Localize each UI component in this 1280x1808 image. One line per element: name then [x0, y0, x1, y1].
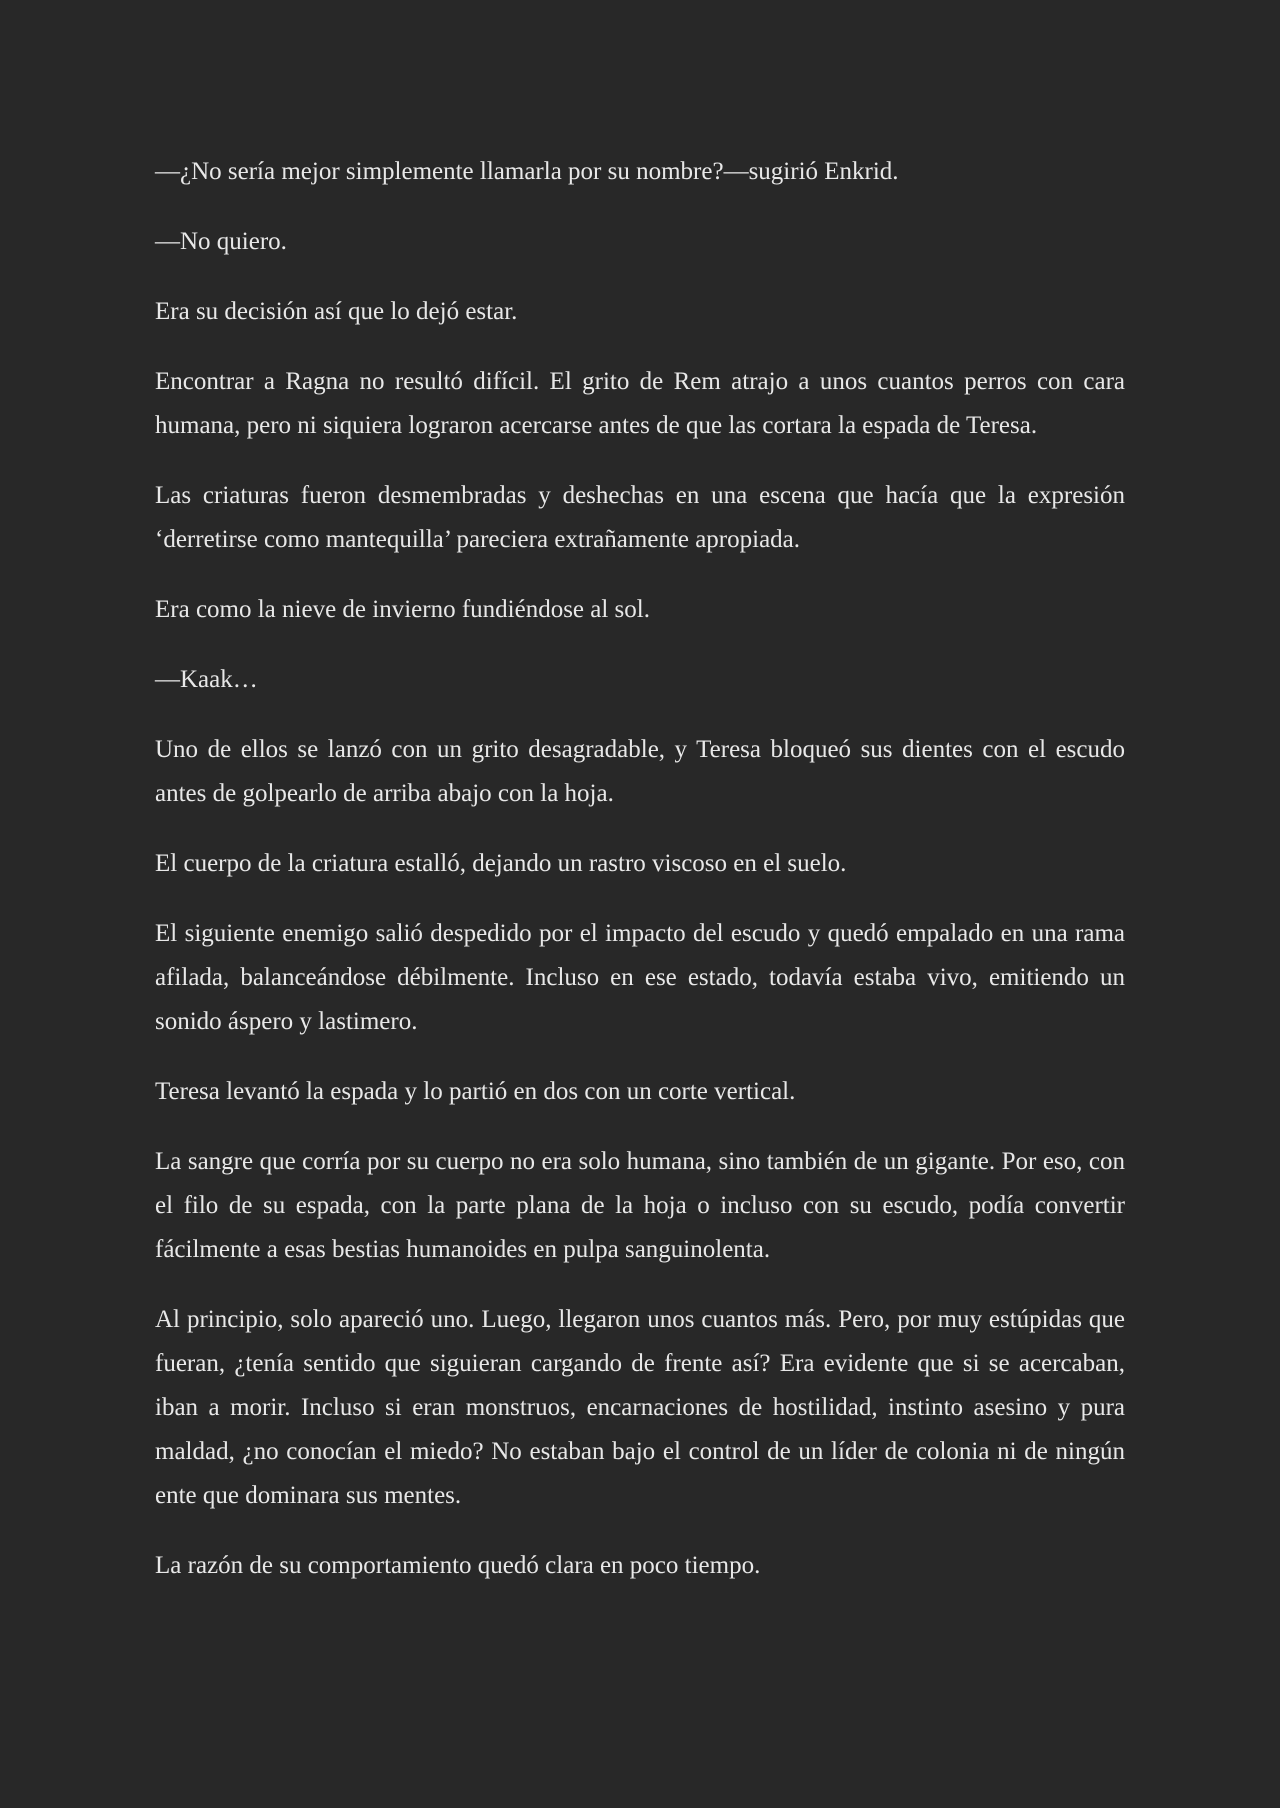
- paragraph-11: Teresa levantó la espada y lo partió en dos con un corte vertical.: [155, 1078, 796, 1105]
- paragraph-6: Era como la nieve de invierno fundiéndose al sol.: [155, 596, 650, 623]
- paragraph-14: La razón de su comportamiento quedó clara en poco tiempo.: [155, 1552, 761, 1579]
- paragraph-12: La sangre que corría por su cuerpo no era solo humana, sino también de un gigante. Por eso, con el filo de su espada, con la parte plana de la hoja o incluso con su escudo, podía convertir fácilmente a esas bestias humanoides en pulpa sanguinolenta.: [155, 1148, 1125, 1263]
- paragraph-2: —No quiero.: [155, 228, 287, 255]
- paragraph-10: El siguiente enemigo salió despedido por el impacto del escudo y quedó empalado en una rama afilada, balanceándose débilmente. Incluso en ese estado, todavía estaba vivo, emitiendo un sonido áspero y lastimero.: [155, 920, 1125, 1035]
- paragraph-1: —¿No sería mejor simplemente llamarla por su nombre?—sugirió Enkrid.: [155, 158, 899, 185]
- paragraph-9: El cuerpo de la criatura estalló, dejando un rastro viscoso en el suelo.: [155, 850, 847, 877]
- paragraph-4: Encontrar a Ragna no resultó difícil. El grito de Rem atrajo a unos cuantos perros con cara humana, pero ni siquiera lograron acercarse antes de que las cortara la espada de Teresa.: [155, 368, 1125, 439]
- paragraph-8: Uno de ellos se lanzó con un grito desagradable, y Teresa bloqueó sus dientes con el escudo antes de golpearlo de arriba abajo con la hoja.: [155, 736, 1125, 807]
- paragraph-7: —Kaak…: [155, 666, 258, 693]
- paragraph-13: Al principio, solo apareció uno. Luego, llegaron unos cuantos más. Pero, por muy estúpidas que fueran, ¿tenía sentido que siguieran cargando de frente así? Era evidente que si se acercaban, iban a morir. Incluso si eran monstruos, encarnaciones de hostilidad, instinto asesino y pura maldad, ¿no conocían el miedo? No estaban bajo el control de un líder de colonia ni de ningún ente que dominara sus mentes.: [155, 1306, 1125, 1509]
- paragraph-3: Era su decisión así que lo dejó estar.: [155, 298, 518, 325]
- paragraph-5: Las criaturas fueron desmembradas y deshechas en una escena que hacía que la expresión ‘derretirse como mantequilla’ pareciera extrañamente apropiada.: [155, 482, 1125, 553]
